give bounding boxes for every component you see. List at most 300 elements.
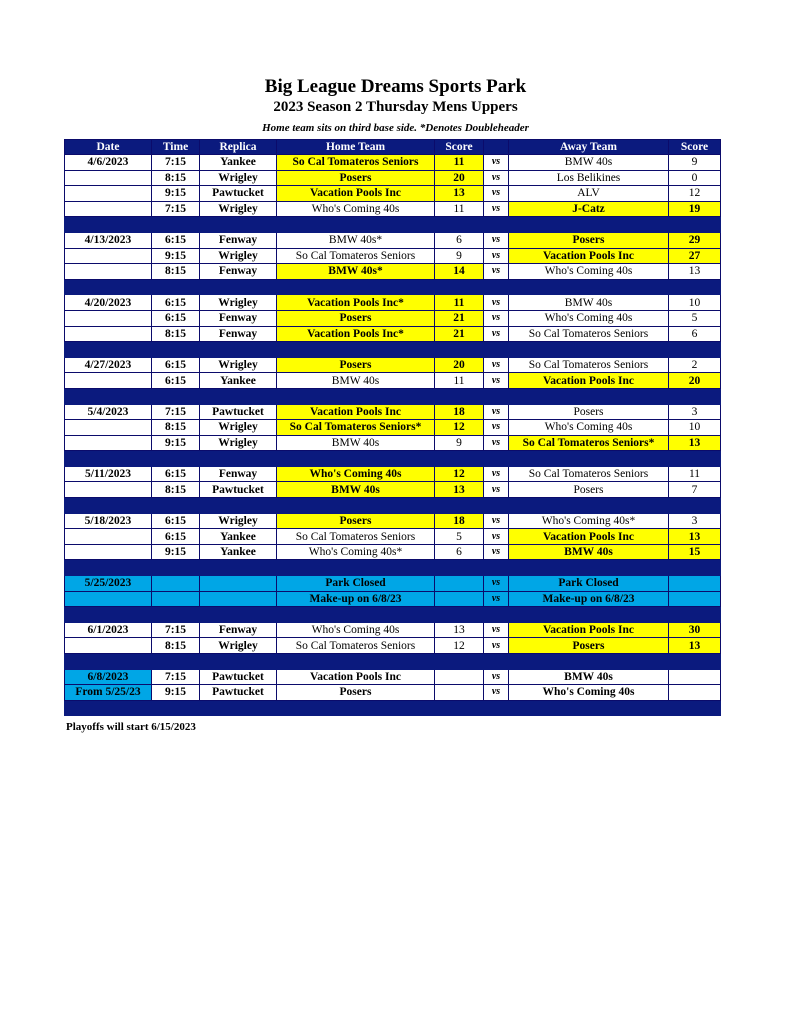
away-score-cell: 20 (669, 373, 721, 389)
away-score-cell: 13 (669, 264, 721, 280)
date-cell: 4/13/2023 (65, 232, 152, 248)
replica-cell: Fenway (200, 310, 277, 326)
separator-cell (509, 560, 669, 576)
away-score-cell (669, 669, 721, 685)
table-row (65, 186, 721, 202)
home-team-cell: Vacation Pools Inc (277, 669, 435, 685)
column-header-home-team: Home Team (277, 140, 435, 155)
time-cell: 7:15 (152, 155, 200, 171)
replica-cell: Yankee (200, 529, 277, 545)
away-score-cell: 6 (669, 326, 721, 342)
separator-cell (277, 342, 435, 358)
table-header-row (65, 140, 721, 155)
home-score-cell: 13 (435, 186, 484, 202)
separator-cell (669, 342, 721, 358)
away-score-cell: 13 (669, 529, 721, 545)
separator-cell (277, 700, 435, 716)
replica-cell: Wrigley (200, 295, 277, 311)
separator-cell (669, 700, 721, 716)
away-score-cell: 10 (669, 295, 721, 311)
home-score-cell: 13 (435, 482, 484, 498)
replica-cell: Wrigley (200, 201, 277, 217)
away-score-cell: 10 (669, 420, 721, 436)
away-team-cell: Posers (509, 482, 669, 498)
table-row (65, 591, 721, 607)
separator-cell (152, 654, 200, 670)
date-cell (65, 170, 152, 186)
separator-cell (669, 498, 721, 514)
separator-cell (669, 654, 721, 670)
separator-cell (152, 342, 200, 358)
table-row (65, 420, 721, 436)
schedule-body (65, 155, 721, 716)
date-cell: From 5/25/23 (65, 685, 152, 701)
table-row (65, 466, 721, 482)
week-separator-row (65, 700, 721, 716)
table-row (65, 248, 721, 264)
away-team-cell: Vacation Pools Inc (509, 248, 669, 264)
separator-cell (484, 451, 509, 467)
separator-cell (484, 654, 509, 670)
vs-cell: vs (484, 513, 509, 529)
vs-cell: vs (484, 232, 509, 248)
separator-cell (65, 388, 152, 404)
vs-cell: vs (484, 357, 509, 373)
away-score-cell: 11 (669, 466, 721, 482)
separator-cell (484, 342, 509, 358)
replica-cell: Wrigley (200, 357, 277, 373)
vs-cell: vs (484, 544, 509, 560)
separator-cell (152, 607, 200, 623)
away-score-cell: 0 (669, 170, 721, 186)
separator-cell (435, 498, 484, 514)
replica-cell: Pawtucket (200, 685, 277, 701)
vs-cell: vs (484, 155, 509, 171)
home-team-cell: BMW 40s* (277, 232, 435, 248)
replica-cell (200, 576, 277, 592)
date-cell (65, 591, 152, 607)
separator-cell (200, 654, 277, 670)
home-team-cell: Who's Coming 40s (277, 201, 435, 217)
away-score-cell: 27 (669, 248, 721, 264)
separator-cell (435, 342, 484, 358)
table-row (65, 201, 721, 217)
time-cell: 8:15 (152, 170, 200, 186)
table-row (65, 295, 721, 311)
away-score-cell (669, 591, 721, 607)
away-team-cell: Los Belikines (509, 170, 669, 186)
home-score-cell: 21 (435, 326, 484, 342)
week-separator-row (65, 451, 721, 467)
home-score-cell: 21 (435, 310, 484, 326)
column-header-away-score: Score (669, 140, 721, 155)
home-team-cell: So Cal Tomateros Seniors* (277, 420, 435, 436)
playoffs-note: Playoffs will start 6/15/2023 (66, 721, 196, 733)
vs-cell: vs (484, 420, 509, 436)
column-header-vs (484, 140, 509, 155)
page-title: Big League Dreams Sports Park (264, 76, 527, 97)
replica-cell: Wrigley (200, 248, 277, 264)
away-team-cell: Park Closed (509, 576, 669, 592)
separator-cell (509, 342, 669, 358)
separator-cell (152, 217, 200, 233)
column-header-away-team: Away Team (509, 140, 669, 155)
separator-cell (435, 217, 484, 233)
schedule-table (64, 139, 721, 716)
home-team-cell: So Cal Tomateros Seniors (277, 155, 435, 171)
vs-cell: vs (484, 529, 509, 545)
away-team-cell: BMW 40s (509, 669, 669, 685)
column-header-home-score: Score (435, 140, 484, 155)
time-cell: 9:15 (152, 544, 200, 560)
vs-cell: vs (484, 373, 509, 389)
table-row (65, 435, 721, 451)
time-cell: 7:15 (152, 404, 200, 420)
away-score-cell: 13 (669, 638, 721, 654)
separator-cell (509, 607, 669, 623)
home-team-cell: So Cal Tomateros Seniors (277, 248, 435, 264)
home-team-cell: Vacation Pools Inc* (277, 326, 435, 342)
date-cell (65, 326, 152, 342)
home-score-cell: 6 (435, 544, 484, 560)
replica-cell: Pawtucket (200, 186, 277, 202)
replica-cell: Wrigley (200, 420, 277, 436)
date-cell (65, 373, 152, 389)
table-row (65, 638, 721, 654)
separator-cell (484, 498, 509, 514)
home-team-cell: So Cal Tomateros Seniors (277, 529, 435, 545)
date-cell (65, 544, 152, 560)
replica-cell: Yankee (200, 155, 277, 171)
week-separator-row (65, 342, 721, 358)
separator-cell (152, 560, 200, 576)
table-row (65, 404, 721, 420)
table-row (65, 326, 721, 342)
away-score-cell: 29 (669, 232, 721, 248)
home-team-cell: Who's Coming 40s (277, 622, 435, 638)
home-team-cell: BMW 40s (277, 482, 435, 498)
replica-cell: Wrigley (200, 638, 277, 654)
home-score-cell: 18 (435, 404, 484, 420)
away-team-cell: So Cal Tomateros Seniors (509, 326, 669, 342)
time-cell: 6:15 (152, 310, 200, 326)
separator-cell (65, 654, 152, 670)
time-cell: 6:15 (152, 295, 200, 311)
table-row (65, 669, 721, 685)
separator-cell (669, 607, 721, 623)
date-cell (65, 201, 152, 217)
date-cell: 5/11/2023 (65, 466, 152, 482)
time-cell: 9:15 (152, 186, 200, 202)
home-team-cell: BMW 40s* (277, 264, 435, 280)
away-team-cell: BMW 40s (509, 544, 669, 560)
home-score-cell: 20 (435, 357, 484, 373)
table-row (65, 155, 721, 171)
away-score-cell: 7 (669, 482, 721, 498)
column-header-time: Time (152, 140, 200, 155)
separator-cell (65, 560, 152, 576)
date-cell: 4/6/2023 (65, 155, 152, 171)
separator-cell (277, 451, 435, 467)
table-row (65, 357, 721, 373)
away-team-cell: So Cal Tomateros Seniors* (509, 435, 669, 451)
separator-cell (152, 388, 200, 404)
home-score-cell: 13 (435, 622, 484, 638)
home-score-cell: 12 (435, 638, 484, 654)
home-score-cell: 11 (435, 373, 484, 389)
away-team-cell: Posers (509, 638, 669, 654)
away-team-cell: BMW 40s (509, 295, 669, 311)
page-note: Home team sits on third base side. *Denotes Doubleheader (262, 122, 529, 134)
time-cell (152, 591, 200, 607)
separator-cell (484, 607, 509, 623)
vs-cell: vs (484, 404, 509, 420)
week-separator-row (65, 279, 721, 295)
separator-cell (435, 279, 484, 295)
away-team-cell: Vacation Pools Inc (509, 529, 669, 545)
table-row (65, 264, 721, 280)
time-cell: 6:15 (152, 373, 200, 389)
separator-cell (200, 217, 277, 233)
home-score-cell: 6 (435, 232, 484, 248)
away-score-cell: 19 (669, 201, 721, 217)
home-score-cell: 5 (435, 529, 484, 545)
home-score-cell (435, 576, 484, 592)
date-cell: 4/27/2023 (65, 357, 152, 373)
replica-cell (200, 591, 277, 607)
separator-cell (484, 700, 509, 716)
away-team-cell: Posers (509, 232, 669, 248)
time-cell: 8:15 (152, 326, 200, 342)
time-cell: 9:15 (152, 248, 200, 264)
home-score-cell: 18 (435, 513, 484, 529)
away-team-cell: Who's Coming 40s (509, 310, 669, 326)
date-cell (65, 420, 152, 436)
separator-cell (65, 607, 152, 623)
away-team-cell: Posers (509, 404, 669, 420)
separator-cell (669, 560, 721, 576)
date-cell (65, 310, 152, 326)
separator-cell (65, 217, 152, 233)
separator-cell (509, 451, 669, 467)
home-score-cell: 11 (435, 201, 484, 217)
home-score-cell: 12 (435, 466, 484, 482)
away-score-cell (669, 576, 721, 592)
separator-cell (277, 560, 435, 576)
separator-cell (65, 451, 152, 467)
time-cell: 6:15 (152, 513, 200, 529)
replica-cell: Yankee (200, 544, 277, 560)
table-row (65, 170, 721, 186)
date-cell: 5/18/2023 (65, 513, 152, 529)
away-team-cell: So Cal Tomateros Seniors (509, 466, 669, 482)
vs-cell: vs (484, 170, 509, 186)
vs-cell: vs (484, 326, 509, 342)
time-cell: 6:15 (152, 466, 200, 482)
home-score-cell: 12 (435, 420, 484, 436)
vs-cell: vs (484, 482, 509, 498)
time-cell: 6:15 (152, 232, 200, 248)
separator-cell (509, 388, 669, 404)
separator-cell (200, 498, 277, 514)
replica-cell: Fenway (200, 326, 277, 342)
home-team-cell: Posers (277, 170, 435, 186)
vs-cell: vs (484, 201, 509, 217)
time-cell (152, 576, 200, 592)
separator-cell (435, 700, 484, 716)
table-row (65, 544, 721, 560)
date-cell (65, 638, 152, 654)
date-cell: 4/20/2023 (65, 295, 152, 311)
table-row (65, 529, 721, 545)
separator-cell (200, 560, 277, 576)
vs-cell: vs (484, 669, 509, 685)
separator-cell (509, 654, 669, 670)
away-score-cell: 30 (669, 622, 721, 638)
separator-cell (435, 451, 484, 467)
vs-cell: vs (484, 264, 509, 280)
table-row (65, 310, 721, 326)
home-score-cell: 11 (435, 155, 484, 171)
table-row (65, 685, 721, 701)
date-cell (65, 186, 152, 202)
home-score-cell (435, 591, 484, 607)
separator-cell (277, 388, 435, 404)
away-score-cell: 9 (669, 155, 721, 171)
away-score-cell: 3 (669, 513, 721, 529)
time-cell: 7:15 (152, 669, 200, 685)
away-team-cell: Who's Coming 40s (509, 685, 669, 701)
date-cell (65, 435, 152, 451)
home-team-cell: Posers (277, 685, 435, 701)
separator-cell (65, 279, 152, 295)
table-row (65, 513, 721, 529)
time-cell: 7:15 (152, 201, 200, 217)
separator-cell (277, 498, 435, 514)
date-cell (65, 248, 152, 264)
separator-cell (484, 217, 509, 233)
separator-cell (669, 388, 721, 404)
home-team-cell: Vacation Pools Inc (277, 404, 435, 420)
home-team-cell: Park Closed (277, 576, 435, 592)
replica-cell: Pawtucket (200, 404, 277, 420)
replica-cell: Fenway (200, 232, 277, 248)
separator-cell (277, 654, 435, 670)
replica-cell: Pawtucket (200, 669, 277, 685)
separator-cell (200, 388, 277, 404)
date-cell: 5/25/2023 (65, 576, 152, 592)
vs-cell: vs (484, 186, 509, 202)
away-score-cell (669, 685, 721, 701)
table-row (65, 232, 721, 248)
away-score-cell: 5 (669, 310, 721, 326)
time-cell: 9:15 (152, 435, 200, 451)
week-separator-row (65, 560, 721, 576)
time-cell: 6:15 (152, 357, 200, 373)
vs-cell: vs (484, 622, 509, 638)
home-team-cell: Vacation Pools Inc* (277, 295, 435, 311)
separator-cell (484, 388, 509, 404)
time-cell: 7:15 (152, 622, 200, 638)
separator-cell (509, 279, 669, 295)
vs-cell: vs (484, 466, 509, 482)
away-team-cell: ALV (509, 186, 669, 202)
away-score-cell: 12 (669, 186, 721, 202)
table-row (65, 482, 721, 498)
separator-cell (484, 279, 509, 295)
date-cell (65, 482, 152, 498)
home-score-cell (435, 669, 484, 685)
home-score-cell: 20 (435, 170, 484, 186)
week-separator-row (65, 654, 721, 670)
separator-cell (435, 607, 484, 623)
home-score-cell: 9 (435, 248, 484, 264)
separator-cell (435, 560, 484, 576)
vs-cell: vs (484, 576, 509, 592)
separator-cell (509, 700, 669, 716)
separator-cell (277, 217, 435, 233)
vs-cell: vs (484, 591, 509, 607)
replica-cell: Fenway (200, 264, 277, 280)
separator-cell (65, 498, 152, 514)
away-team-cell: J-Catz (509, 201, 669, 217)
separator-cell (200, 607, 277, 623)
replica-cell: Yankee (200, 373, 277, 389)
home-team-cell: Who's Coming 40s (277, 466, 435, 482)
table-row (65, 373, 721, 389)
away-score-cell: 2 (669, 357, 721, 373)
home-team-cell: Posers (277, 513, 435, 529)
home-score-cell: 9 (435, 435, 484, 451)
replica-cell: Pawtucket (200, 482, 277, 498)
replica-cell: Wrigley (200, 435, 277, 451)
vs-cell: vs (484, 685, 509, 701)
separator-cell (200, 451, 277, 467)
replica-cell: Fenway (200, 466, 277, 482)
separator-cell (435, 654, 484, 670)
time-cell: 8:15 (152, 264, 200, 280)
table-row (65, 576, 721, 592)
home-team-cell: BMW 40s (277, 435, 435, 451)
home-team-cell: BMW 40s (277, 373, 435, 389)
separator-cell (669, 451, 721, 467)
vs-cell: vs (484, 248, 509, 264)
vs-cell: vs (484, 295, 509, 311)
away-team-cell: Make-up on 6/8/23 (509, 591, 669, 607)
date-cell: 6/8/2023 (65, 669, 152, 685)
vs-cell: vs (484, 310, 509, 326)
time-cell: 8:15 (152, 482, 200, 498)
away-team-cell: Vacation Pools Inc (509, 622, 669, 638)
separator-cell (65, 342, 152, 358)
time-cell: 6:15 (152, 529, 200, 545)
home-team-cell: Vacation Pools Inc (277, 186, 435, 202)
separator-cell (277, 279, 435, 295)
home-team-cell: So Cal Tomateros Seniors (277, 638, 435, 654)
replica-cell: Wrigley (200, 513, 277, 529)
away-team-cell: Who's Coming 40s (509, 264, 669, 280)
home-team-cell: Make-up on 6/8/23 (277, 591, 435, 607)
week-separator-row (65, 498, 721, 514)
away-score-cell: 3 (669, 404, 721, 420)
date-cell: 5/4/2023 (65, 404, 152, 420)
separator-cell (509, 217, 669, 233)
away-team-cell: Who's Coming 40s (509, 420, 669, 436)
separator-cell (435, 388, 484, 404)
separator-cell (200, 279, 277, 295)
separator-cell (152, 700, 200, 716)
column-header-date: Date (65, 140, 152, 155)
